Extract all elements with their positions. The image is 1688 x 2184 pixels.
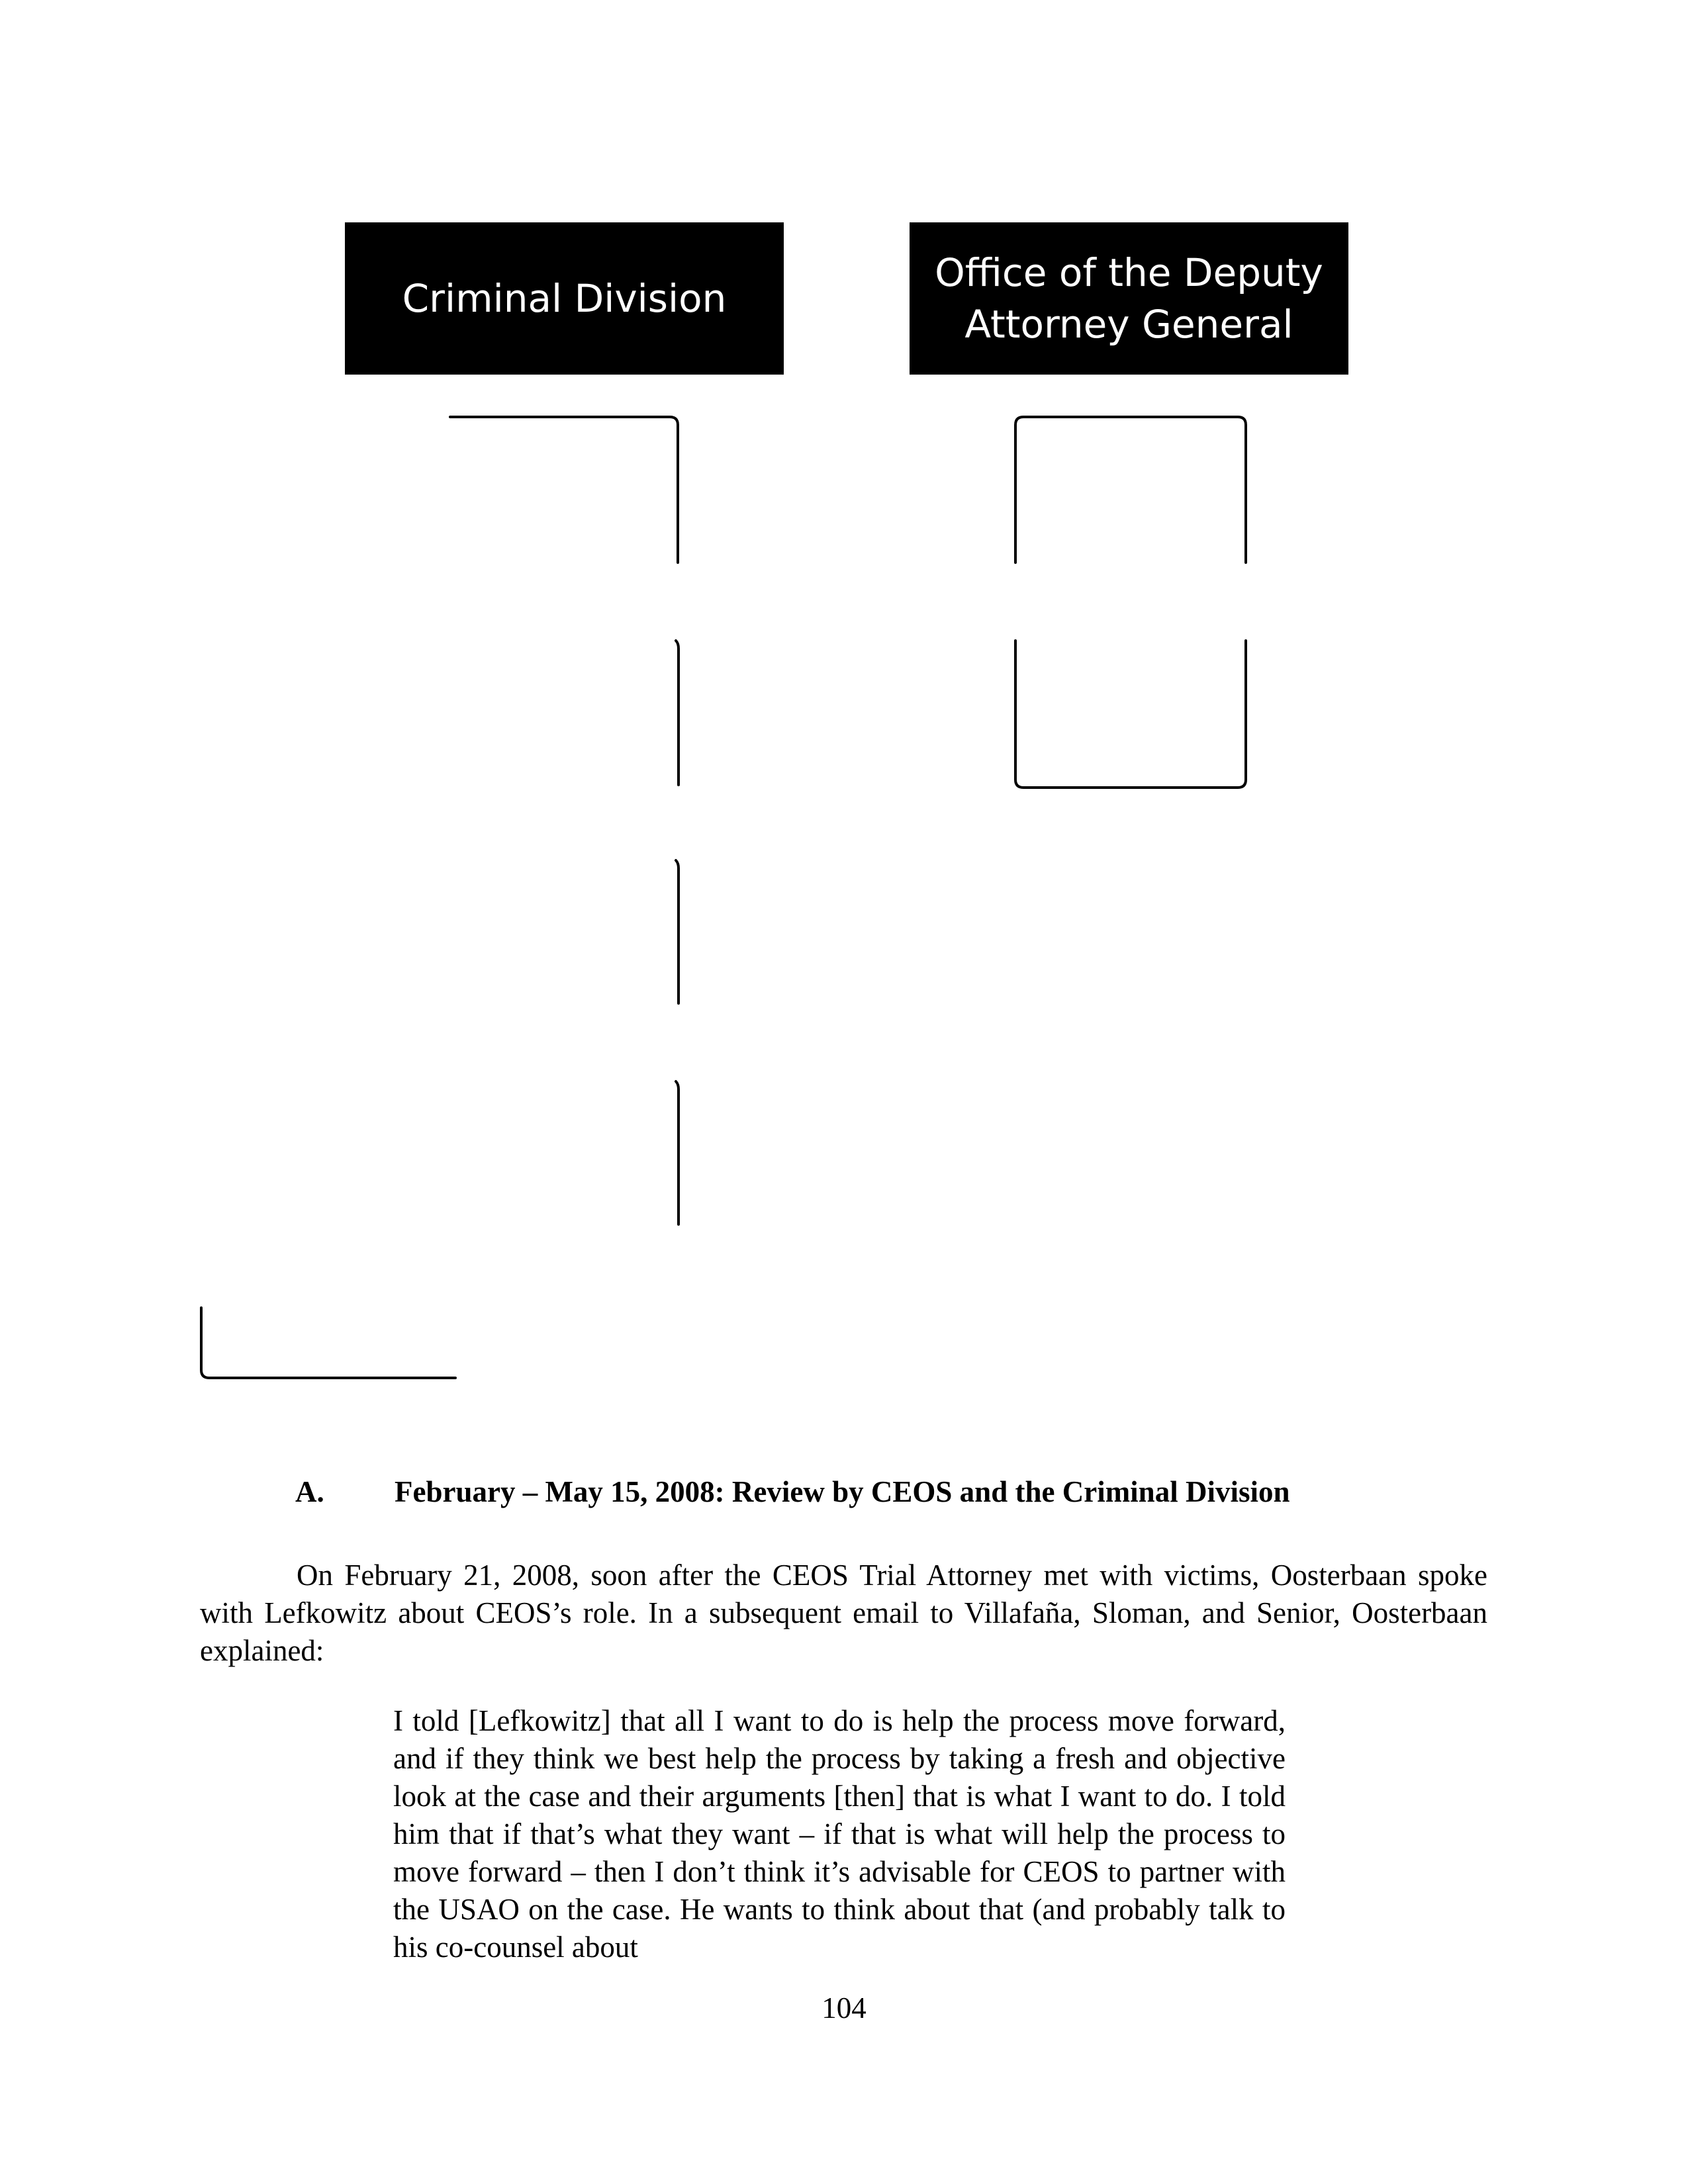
org-box-label-line-1: Office of the Deputy: [935, 250, 1323, 295]
org-box-label-line-2: Attorney General: [964, 302, 1293, 347]
block-quote: I told [Lefkowitz] that all I want to do is help the process move forward, and if they think we best help the process by taking a fresh and objective look at the case and their arguments [then] that is what I want to do. I told him that if that’s what they want – if that is what will help the process to move forward – then I don’t think it’s advisable for CEOS to partner with the USAO on the case. He wants to think about that (and probably talk to his co-counsel about: [393, 1704, 1286, 1964]
connector-left-segment-2: [676, 641, 679, 785]
section-title: February – May 15, 2008: Review by CEOS and the Criminal Division: [395, 1475, 1290, 1508]
connector-left-top: [450, 417, 678, 563]
section-letter: A.: [295, 1475, 324, 1508]
connector-right-bottom-box: [1015, 641, 1246, 788]
page-number: 104: [821, 1991, 867, 2025]
connector-bottom-left: [201, 1308, 455, 1378]
section-heading: [295, 1475, 1290, 1509]
connector-left-segment-4: [676, 1081, 679, 1224]
org-box-label: Criminal Division: [402, 276, 727, 321]
connector-right-top-box: [1015, 417, 1246, 563]
body-paragraph: On February 21, 2008, soon after the CEOS Trial Attorney met with victims, Oosterbaan spoke with Lefkowitz about CEOS’s role. In a subsequent email to Villafaña, Sloman, and Senior, Oosterbaan explained:: [200, 1559, 1487, 1667]
connector-left-segment-3: [676, 860, 679, 1003]
